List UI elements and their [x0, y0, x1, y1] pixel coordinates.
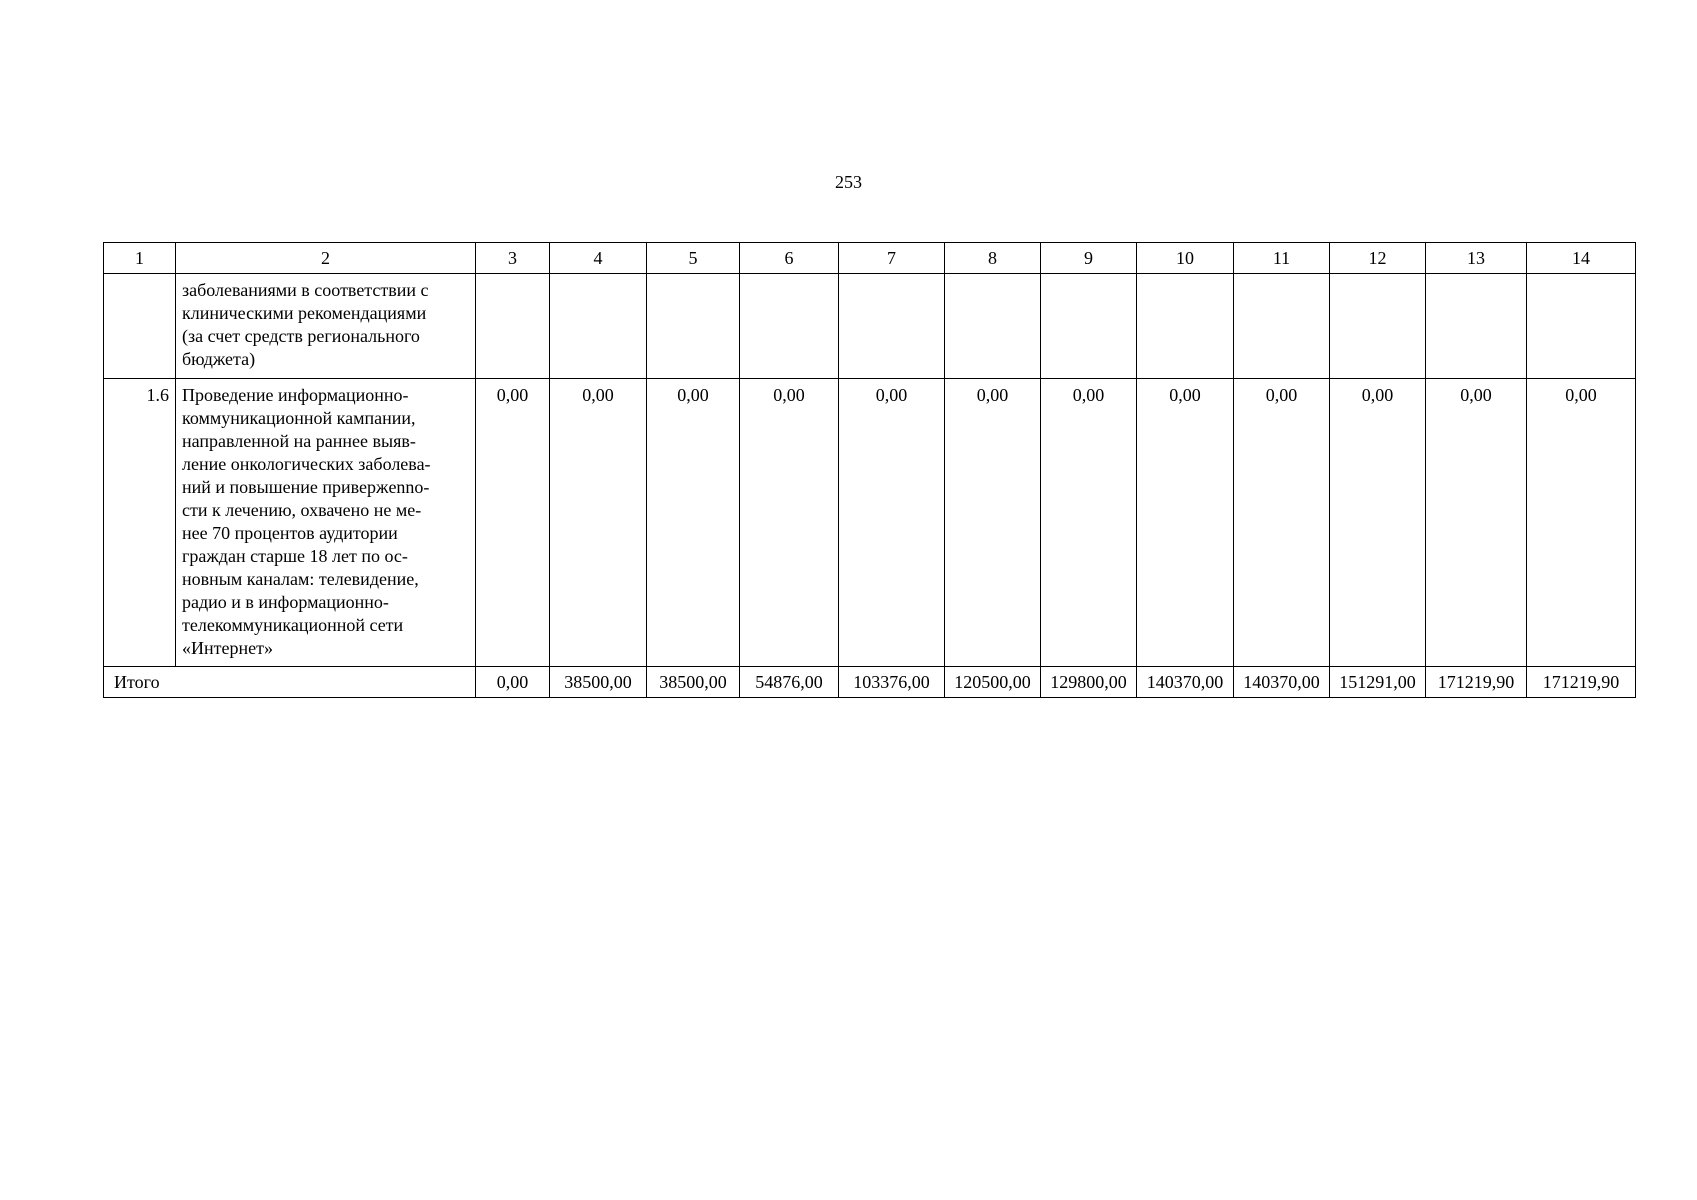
value-cell: 0,00 [1137, 379, 1234, 667]
description-line: телекоммуникационной сети [182, 615, 404, 635]
value-cell [476, 274, 550, 379]
header-cell: 11 [1234, 243, 1330, 274]
value-cell: 0,00 [1041, 379, 1137, 667]
table-row-total [104, 667, 1636, 698]
total-value-cell: 54876,00 [740, 667, 839, 698]
value-cell: 0,00 [647, 379, 740, 667]
value-cell [1426, 274, 1527, 379]
total-value-cell: 140370,00 [1137, 667, 1234, 698]
page-number: 253 [835, 172, 862, 192]
header-cell: 8 [945, 243, 1041, 274]
value-cell [945, 274, 1041, 379]
description-line: радио и в информационно- [182, 592, 389, 612]
total-label: Итого [104, 667, 476, 698]
value-cell [647, 274, 740, 379]
value-cell: 0,00 [1426, 379, 1527, 667]
table-row-continuation [104, 274, 1636, 379]
description-line: «Интернет» [182, 638, 273, 658]
total-value-cell: 120500,00 [945, 667, 1041, 698]
description-line: нее 70 процентов аудитории [182, 523, 398, 543]
header-cell: 7 [839, 243, 945, 274]
value-cell [740, 274, 839, 379]
header-cell: 10 [1137, 243, 1234, 274]
header-cell: 12 [1330, 243, 1426, 274]
header-cell: 5 [647, 243, 740, 274]
total-value-cell: 38500,00 [550, 667, 647, 698]
description-line: Проведение информационно- [182, 385, 409, 405]
row-number-cell: 1.6 [104, 379, 176, 667]
total-value-cell: 171219,90 [1426, 667, 1527, 698]
budget-table [103, 242, 1636, 698]
description-line: клиническими рекомендациями [182, 303, 427, 323]
header-cell: 1 [104, 243, 176, 274]
description-line: сти к лечению, охвачено не ме- [182, 500, 422, 520]
total-value-cell: 171219,90 [1527, 667, 1636, 698]
value-cell: 0,00 [550, 379, 647, 667]
header-cell: 4 [550, 243, 647, 274]
description-line: (за счет средств регионального [182, 326, 420, 346]
description-line: новным каналам: телевидение, [182, 569, 419, 589]
value-cell [1137, 274, 1234, 379]
value-cell: 0,00 [1234, 379, 1330, 667]
total-value-cell: 0,00 [476, 667, 550, 698]
description-line: заболеваниями в соответствии с [182, 280, 429, 300]
description-line: ление онкологических заболева- [182, 454, 431, 474]
header-cell: 6 [740, 243, 839, 274]
value-cell [1527, 274, 1636, 379]
header-row [104, 243, 1636, 274]
header-cell: 3 [476, 243, 550, 274]
value-cell: 0,00 [839, 379, 945, 667]
description-line: коммуникационной кампании, [182, 408, 416, 428]
total-value-cell: 140370,00 [1234, 667, 1330, 698]
value-cell: 0,00 [476, 379, 550, 667]
total-value-cell: 129800,00 [1041, 667, 1137, 698]
description-line: направленной на раннее выяв- [182, 431, 416, 451]
description-line: бюджета) [182, 349, 256, 369]
row-description [176, 274, 476, 379]
value-cell [839, 274, 945, 379]
value-cell [550, 274, 647, 379]
total-value-cell: 151291,00 [1330, 667, 1426, 698]
header-cell: 2 [176, 243, 476, 274]
value-cell [1330, 274, 1426, 379]
header-cell: 13 [1426, 243, 1527, 274]
value-cell: 0,00 [945, 379, 1041, 667]
table-row-1-6 [104, 379, 1636, 667]
description-line: граждан старше 18 лет по ос- [182, 546, 408, 566]
value-cell [1041, 274, 1137, 379]
value-cell: 0,00 [1330, 379, 1426, 667]
value-cell [1234, 274, 1330, 379]
row-description [176, 379, 476, 667]
description-line: ний и повышение привержennо- [182, 477, 430, 497]
value-cell: 0,00 [740, 379, 839, 667]
row-number-cell [104, 274, 176, 379]
value-cell: 0,00 [1527, 379, 1636, 667]
total-value-cell: 103376,00 [839, 667, 945, 698]
total-value-cell: 38500,00 [647, 667, 740, 698]
header-cell: 14 [1527, 243, 1636, 274]
header-cell: 9 [1041, 243, 1137, 274]
